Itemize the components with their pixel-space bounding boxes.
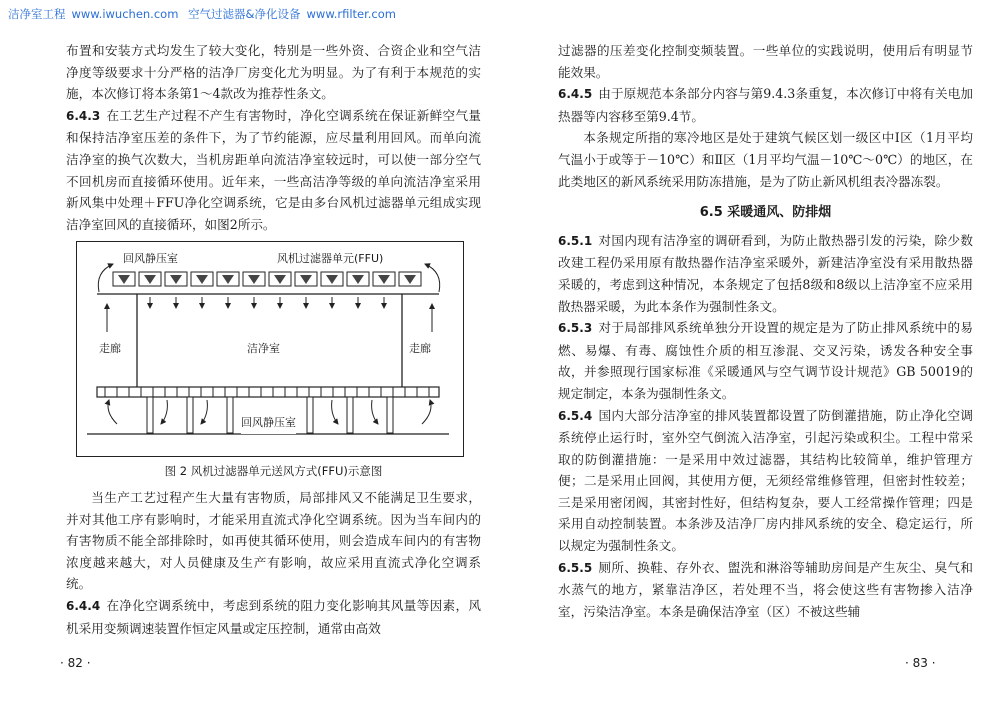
- clause-number: 6.4.5: [558, 87, 593, 102]
- ffu-units: [113, 272, 421, 286]
- clause-6-5-3: [558, 317, 973, 404]
- clause-text: 在净化空调系统中，考虑到系统的阻力变化影响其风量等因素，风机采用变频调速装置作恒定风量或定压控制，通常由高效: [66, 597, 481, 636]
- site1-url[interactable]: www.iwuchen.com: [71, 7, 179, 21]
- clause-number: 6.4.4: [66, 598, 101, 613]
- clause-6-5-1: [558, 230, 973, 317]
- label-cleanroom: 洁净室: [247, 338, 280, 360]
- site1-name: 洁净室工程: [8, 7, 66, 21]
- page-header: [8, 6, 402, 22]
- clause-6-4-3: [66, 105, 481, 236]
- label-ffu: 风机过滤器单元(FFU): [277, 248, 383, 270]
- clause-text: 对国内现有洁净室的调研看到，为防止散热器引发的污染，除少数改建工程仍采用原有散热器作洁净室采暖外，新建洁净室没有采用散热器采暖的，考虑到这种情况，本条规定了包括8级和8级以上洁净室不应采用散热器采暖，为此本条作为强制性条文。: [558, 232, 973, 314]
- clause-text: 在工艺生产过程不产生有害物时，净化空调系统在保证新鲜空气量和保持洁净室压差的条件下，为了节约能源，应尽量利用回风。而单向流洁净室的换气次数大，当机房距单向流洁净室较远时，可以使一部分空气不回机房而直接循环使用。近年来，一些高洁净等级的单向流洁净室采用新风集中处理＋FFU净化空调系统，它是由多台风机过滤器单元组成实现洁净室回风的直接循环，如图2所示。: [66, 107, 481, 232]
- clause-number: 6.5.1: [558, 233, 593, 248]
- site2-url[interactable]: www.rfilter.com: [306, 7, 396, 21]
- right-para-cold-region: 本条规定所指的寒冷地区是处于建筑气候区划一级区中Ⅰ区（1月平均气温小于或等于－10℃）和Ⅱ区（1月平均气温－10℃～0℃）的地区，在此类地区的新风系统采用防冻措施，是为了防止新风机组表冷器冻裂。: [558, 130, 973, 189]
- page-number-left: · 82 ·: [60, 656, 91, 670]
- ffu-fans: [118, 275, 416, 284]
- clause-text: 厕所、换鞋、存外衣、盥洗和淋浴等辅助房间是产生灰尘、臭气和水蒸气的地方，紧靠洁净区，若处理不当，将会使这些有害物掺入洁净室，污染洁净室。本条是确保洁净室（区）不被这些辅: [558, 559, 973, 619]
- clause-number: 6.5.5: [558, 560, 593, 575]
- supply-arrows: [150, 297, 384, 308]
- right-para-continued: 过滤器的压差变化控制变频装置。一些单位的实践说明，使用后有明显节能效果。: [558, 43, 973, 80]
- clause-6-4-5: [558, 83, 973, 127]
- left-para-after-figure: 当生产工艺过程产生大量有害物质，局部排风又不能满足卫生要求，并对其他工序有影响时，才能采用直流式净化空调系统。因为当车间内的有害物质不能全部排除时，如再使其循环使用，则会造成车间内的有害物浓度越来越大，对人员健康及生产有影响，故应采用直流式净化空调系统。: [66, 489, 481, 592]
- label-corridor-right: 走廊: [409, 338, 431, 360]
- clause-text: 对于局部排风系统单独分开设置的规定是为了防止排风系统中的易燃、易爆、有毒、腐蚀性介质的相互渗混、交叉污染，诱发各种安全事故，并参照现行国家标准《采暖通风与空气调节设计规范》GB 50019的规定制定，本条为强制性条文。: [558, 320, 973, 401]
- label-corridor-left: 走廊: [99, 338, 121, 360]
- left-para-continued: 布置和安装方式均发生了较大变化，特别是一些外资、合资企业和空气洁净度等级要求十分严格的洁净厂房变化尤为明显。为了有利于本规范的实施，本次修订将本条第1～4款改为推荐性条文。: [66, 43, 481, 102]
- clause-6-5-5: [558, 557, 973, 623]
- clause-number: 6.4.3: [66, 108, 101, 123]
- section-title: 6.5 采暖通风、防排烟: [699, 205, 832, 221]
- clause-number: 6.5.3: [558, 321, 593, 336]
- clause-text: 由于原规范本条部分内容与第9.4.3条重复，本次修订中将有关电加热器等内容移至第9.4节。: [558, 86, 973, 124]
- clause-number: 6.5.4: [558, 408, 593, 423]
- figure-caption: 图 2 风机过滤器单元送风方式(FFU)示意图: [164, 464, 383, 479]
- left-page: [66, 40, 481, 639]
- label-return-plenum-top: 回风静压室: [123, 248, 178, 270]
- site2-name: 空气过滤器&净化设备: [188, 7, 301, 21]
- ffu-diagram: [76, 241, 464, 457]
- right-page: [558, 40, 973, 622]
- clause-6-5-4: [558, 405, 973, 557]
- label-return-plenum-bottom: 回风静压室: [241, 412, 296, 434]
- clause-text: 国内大部分洁净室的排风装置都设置了防倒灌措施，防止净化空调系统停止运行时，室外空气倒流入洁净室，引起污染或积尘。工程中常采取的防倒灌措施：一是采用中效过滤器，其结构比较简单，维护管理方便；二是采用止回阀，其使用方便，无须经常维修管理，但密封性较差；三是采用密闭阀，其密封性好，但结构复杂，要人工经常操作管理；四是采用自动控制装置。本条涉及洁净厂房内排风系统的安全、稳定运行，所以规定为强制性条文。: [558, 407, 973, 554]
- clause-6-4-4: [66, 595, 481, 639]
- page-number-right: · 83 ·: [905, 656, 936, 670]
